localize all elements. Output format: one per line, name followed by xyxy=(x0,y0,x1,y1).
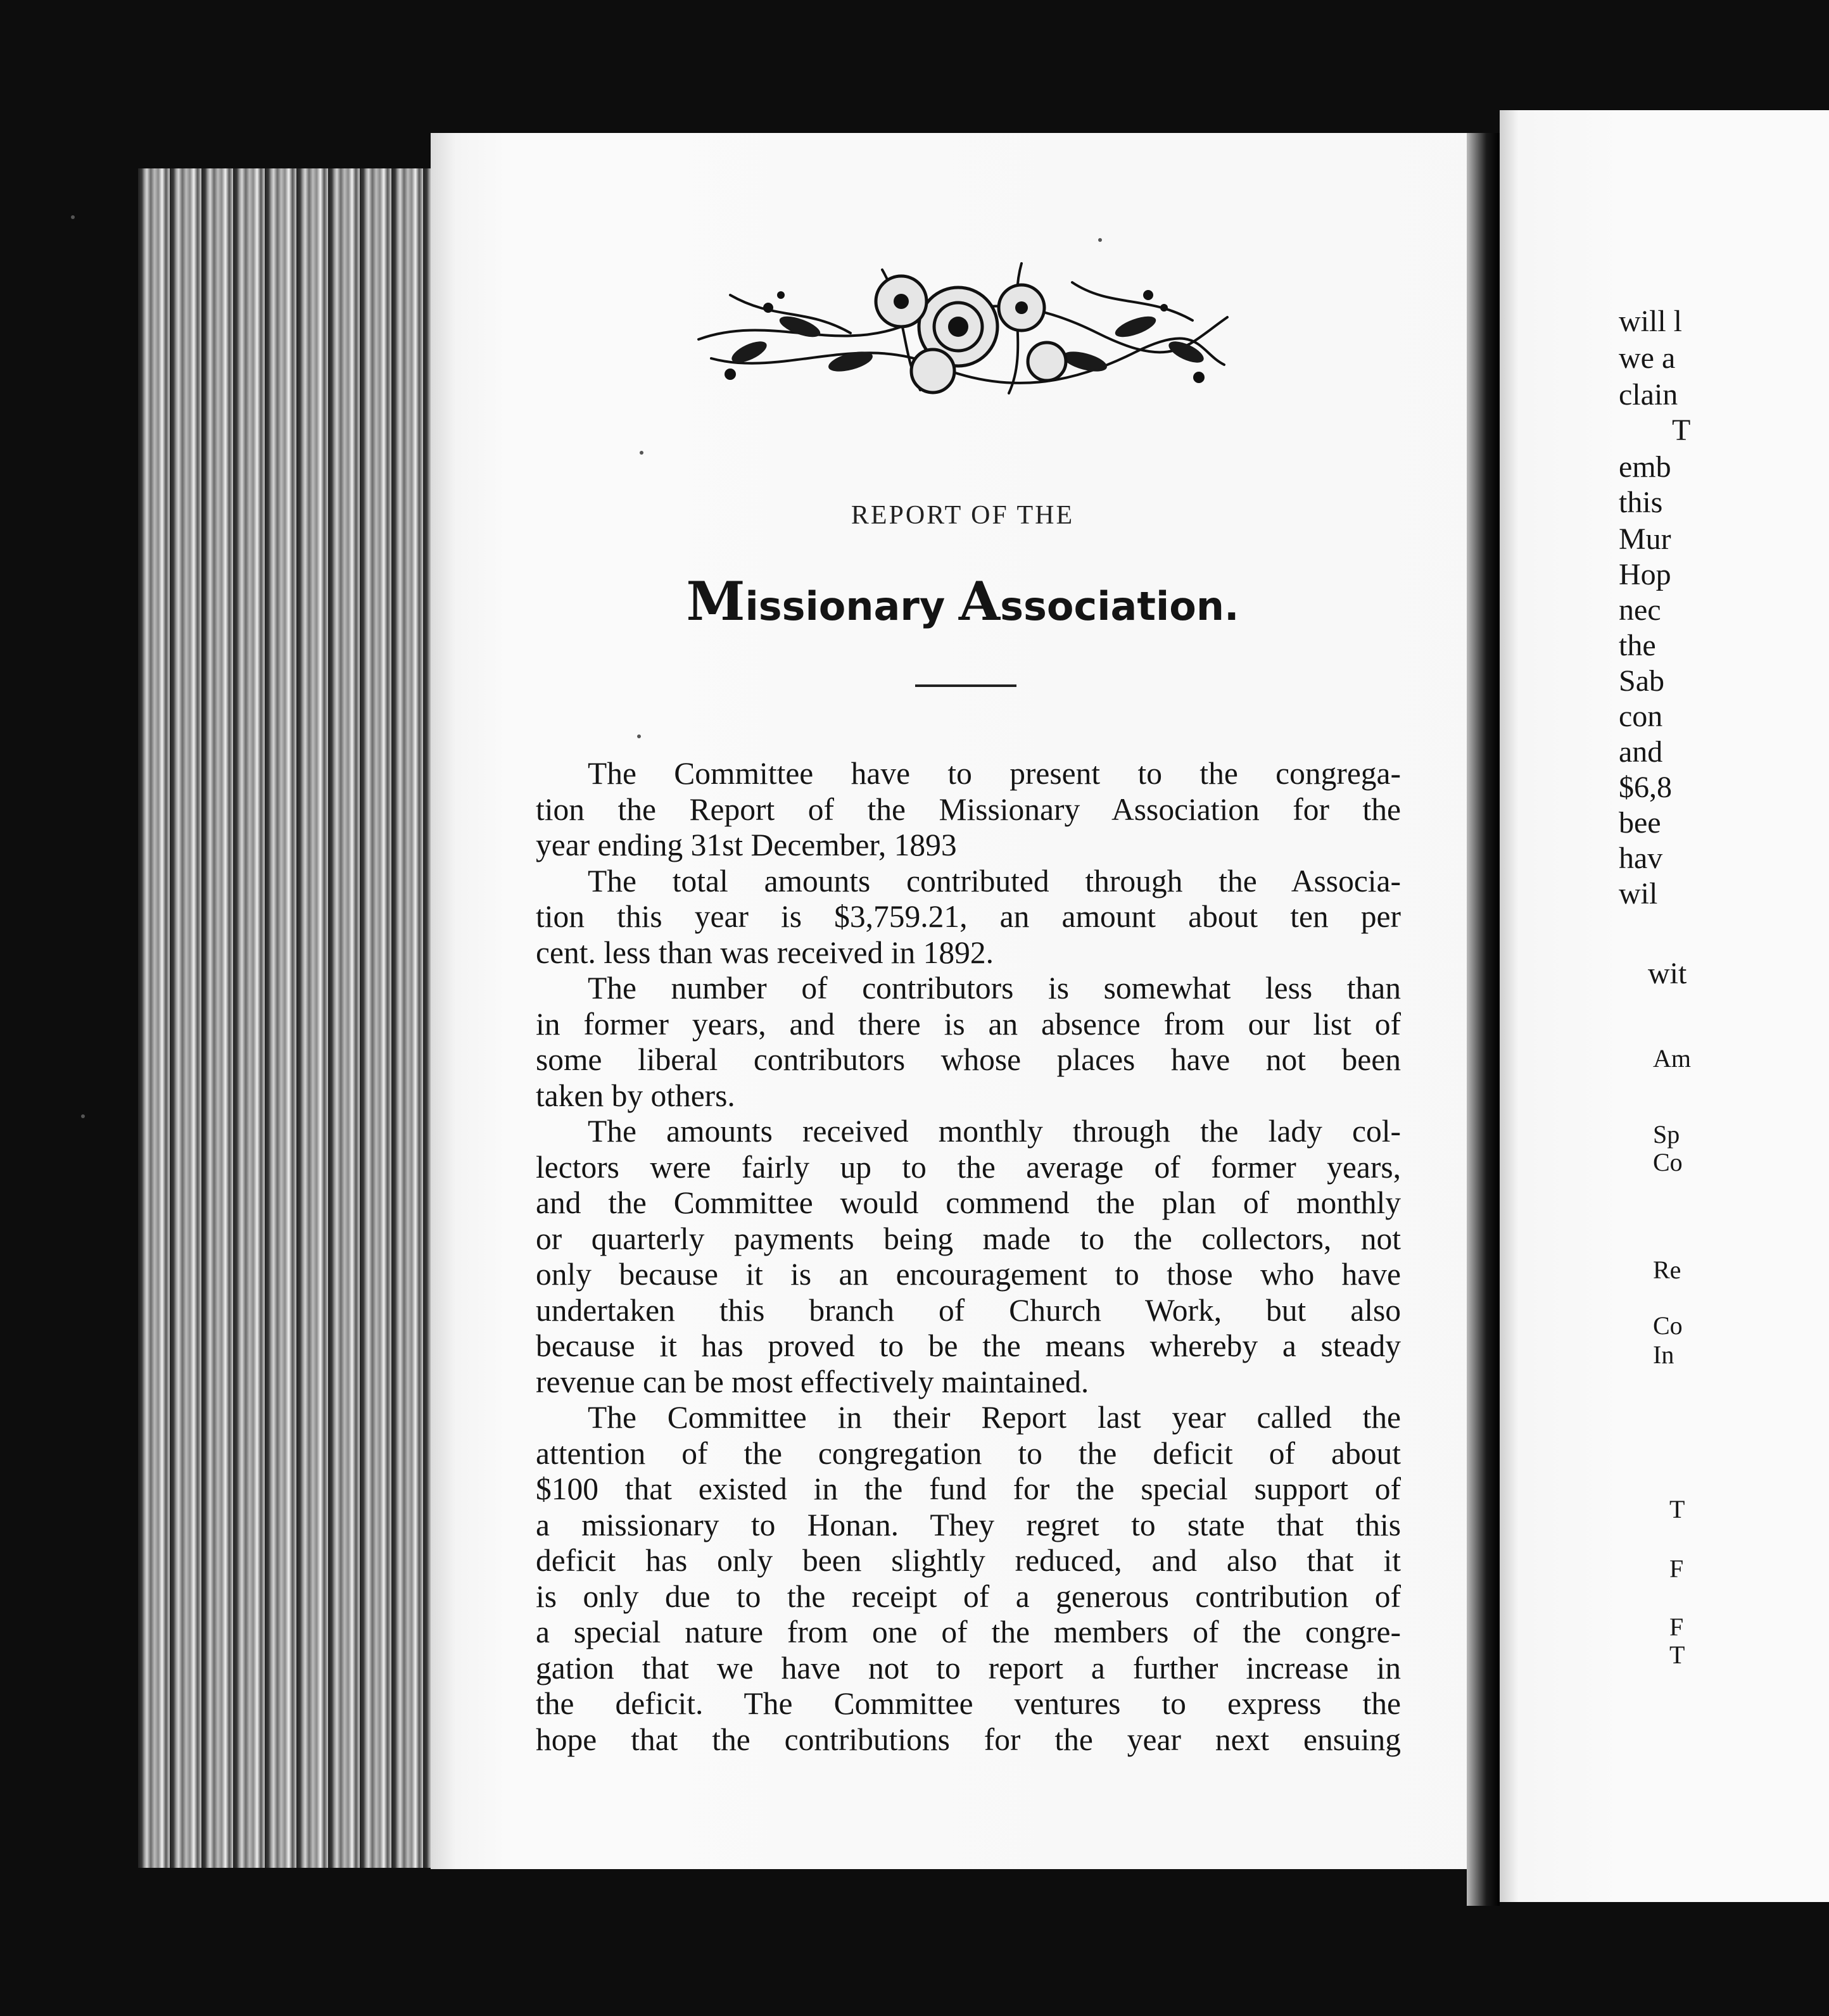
right-fragment: wit xyxy=(1648,957,1687,990)
right-fragment: T xyxy=(1669,1495,1685,1523)
right-fragment: Am xyxy=(1653,1044,1691,1073)
right-fragment: nec xyxy=(1619,593,1661,627)
body-line: is only due to the receipt of a generous contribution of xyxy=(536,1578,1401,1614)
page-edges xyxy=(138,168,431,1868)
right-fragment: In xyxy=(1653,1340,1674,1369)
body-line: lectors were fairly up to the average of former years, xyxy=(536,1149,1401,1185)
right-fragment: the xyxy=(1619,629,1656,662)
body-line: tion the Report of the Missionary Association for the xyxy=(536,791,1401,827)
report-heading: REPORT OF THE xyxy=(851,501,1075,530)
right-fragment: T xyxy=(1669,1641,1685,1669)
title-word-2: ssociation. xyxy=(1000,583,1239,629)
paper-speck xyxy=(640,451,643,455)
right-fragment: we a xyxy=(1619,341,1676,375)
right-fragment: F xyxy=(1669,1613,1684,1641)
right-fragment: T xyxy=(1672,413,1691,447)
title-divider xyxy=(915,684,1016,687)
right-fragment: Sab xyxy=(1619,664,1664,698)
body-line: The amounts received monthly through the lady col- xyxy=(588,1114,1401,1149)
page-title xyxy=(570,570,1355,633)
right-fragment: this xyxy=(1619,486,1663,519)
right-fragment: Re xyxy=(1653,1256,1681,1284)
right-fragment: Co xyxy=(1653,1148,1683,1176)
paper-speck xyxy=(1098,238,1102,242)
body-line: undertaken this branch of Church Work, but also xyxy=(536,1292,1401,1328)
right-fragment: $6,8 xyxy=(1619,771,1672,804)
right-fragment: Co xyxy=(1653,1311,1683,1340)
body-line: gation that we have not to report a further increase in xyxy=(536,1650,1401,1685)
paper-speck xyxy=(81,1114,85,1118)
body-line: tion this year is $3,759.21, an amount about ten per xyxy=(536,899,1401,934)
body-line: year ending 31st December, 1893 xyxy=(536,828,957,862)
body-line: the deficit. The Committee ventures to express the xyxy=(536,1686,1401,1721)
body-line: $100 that existed in the fund for the special support of xyxy=(536,1471,1401,1506)
body-line: The Committee in their Report last year called the xyxy=(588,1400,1401,1435)
body-line: cent. less than was received in 1892. xyxy=(536,935,994,970)
body-line: a missionary to Honan. They regret to state that this xyxy=(536,1507,1401,1542)
body-line: attention of the congregation to the deficit of about xyxy=(536,1435,1401,1471)
right-fragment: bee xyxy=(1619,806,1661,840)
right-fragment: wil xyxy=(1619,877,1658,910)
title-initial-a: A xyxy=(958,570,1001,633)
paper-speck xyxy=(71,215,75,219)
body-line: or quarterly payments being made to the collectors, not xyxy=(536,1221,1401,1256)
right-fragment: Hop xyxy=(1619,558,1671,591)
floral-ornament-icon xyxy=(692,257,1232,399)
body-line: because it has proved to be the means whereby a steady xyxy=(536,1328,1401,1363)
body-line: revenue can be most effectively maintained. xyxy=(536,1364,1089,1399)
right-fragment: will l xyxy=(1619,305,1683,338)
body-line: and the Committee would commend the plan of monthly xyxy=(536,1185,1401,1220)
body-line: deficit has only been slightly reduced, and also that it xyxy=(536,1543,1401,1578)
body-line: The number of contributors is somewhat less than xyxy=(588,971,1401,1005)
right-fragment: Mur xyxy=(1619,522,1671,556)
body-line: The Committee have to present to the congrega- xyxy=(588,756,1401,791)
right-fragment: hav xyxy=(1619,841,1663,875)
right-fragment: F xyxy=(1669,1554,1684,1583)
right-fragment: Sp xyxy=(1653,1120,1680,1149)
body-line: a special nature from one of the members of the congre- xyxy=(536,1615,1401,1649)
title-word-1: issionary xyxy=(745,583,946,629)
right-fragment: con xyxy=(1619,700,1663,733)
body-line: hope that the contributions for the year next ensuing xyxy=(536,1722,1401,1757)
right-fragment: emb xyxy=(1619,450,1671,484)
body-line: taken by others. xyxy=(536,1078,735,1113)
right-fragment: clain xyxy=(1619,378,1678,412)
body-line: only because it is an encouragement to those who have xyxy=(536,1257,1401,1292)
report-body xyxy=(536,756,1401,1758)
body-line: in former years, and there is an absence from our list of xyxy=(536,1006,1401,1042)
right-fragment: and xyxy=(1619,735,1663,769)
paper-speck xyxy=(637,734,641,738)
body-line: The total amounts contributed through the Associa- xyxy=(588,863,1401,898)
book-gutter xyxy=(1467,133,1500,1906)
title-initial-m: M xyxy=(686,570,745,633)
body-line: some liberal contributors whose places have not been xyxy=(536,1042,1401,1077)
